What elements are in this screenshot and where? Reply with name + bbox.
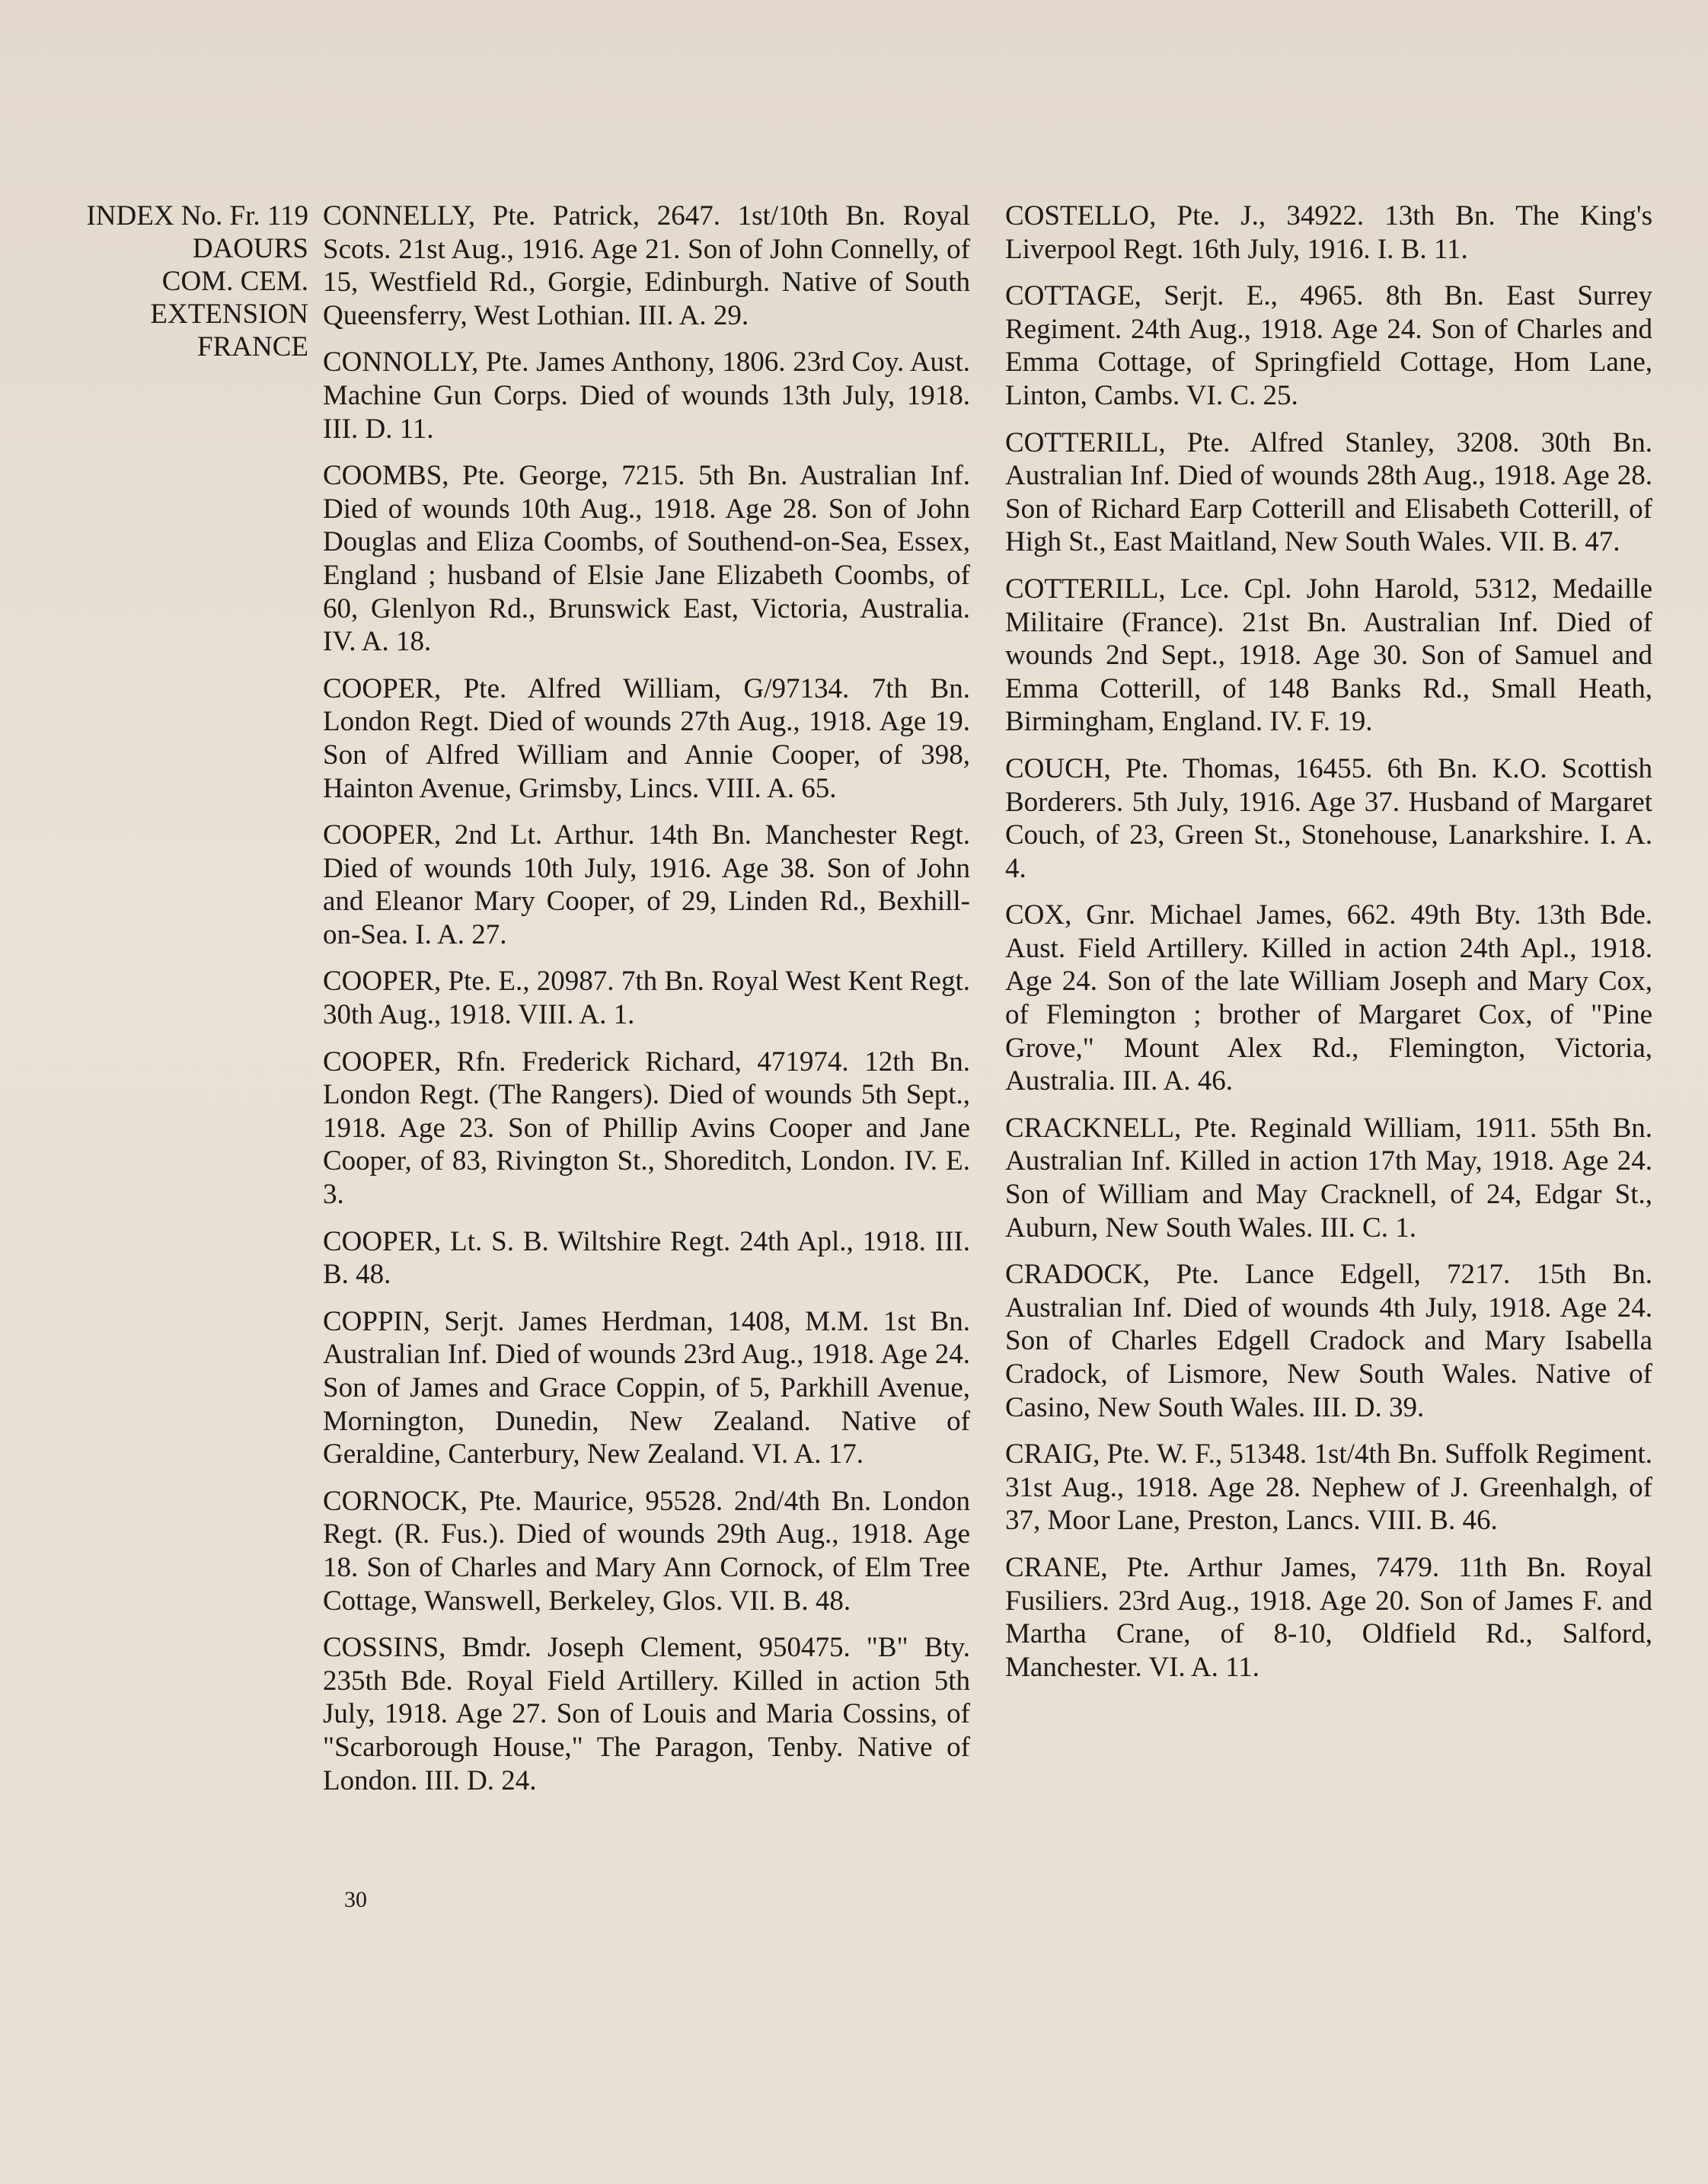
index-line: DAOURS — [192, 233, 308, 264]
casualty-entry: CRAIG, Pte. W. F., 51348. 1st/4th Bn. Suffolk Regiment. 31st Aug., 1918. Age 28. Nephew of J. Greenhalgh, of 37, Moor Lane, Preston, Lancs. VIII. B. 46. — [1005, 1438, 1652, 1537]
casualty-entry: COOPER, Pte. E., 20987. 7th Bn. Royal West Kent Regt. 30th Aug., 1918. VIII. A. 1. — [323, 966, 970, 1031]
left-column — [323, 200, 970, 1811]
index-line: EXTENSION — [150, 299, 308, 330]
casualty-entry: CORNOCK, Pte. Maurice, 95528. 2nd/4th Bn. London Regt. (R. Fus.). Died of wounds 29th Aug., 1918. Age 18. Son of Charles and Mary Ann Cornock, of Elm Tree Cottage, Wanswell, Berkeley, Glos. VII. B. 48. — [323, 1485, 970, 1617]
cemetery-index-label — [30, 200, 308, 363]
casualty-entry: COPPIN, Serjt. James Herdman, 1408, M.M. 1st Bn. Australian Inf. Died of wounds 23rd Aug., 1918. Age 24. Son of James and Grace Coppin, of 5, Parkhill Avenue, Mornington, Dunedin, New Zealand. Native of Geraldine, Canterbury, New Zealand. VI. A. 17. — [323, 1305, 970, 1470]
casualty-entry: CRACKNELL, Pte. Reginald William, 1911. 55th Bn. Australian Inf. Killed in action 17th May, 1918. Age 24. Son of William and May Cracknell, of 24, Edgar St., Auburn, New South Wales. III. C. 1. — [1005, 1112, 1652, 1244]
casualty-entry: COOMBS, Pte. George, 7215. 5th Bn. Australian Inf. Died of wounds 10th Aug., 1918. Age 28. Son of John Douglas and Eliza Coombs, of Southend-on-Sea, Essex, England ; husband of Elsie Jane Elizabeth Coombs, of 60, Glenlyon Rd., Brunswick East, Victoria, Australia. IV. A. 18. — [323, 460, 970, 658]
right-column — [1005, 200, 1652, 1697]
casualty-entry: COTTERILL, Pte. Alfred Stanley, 3208. 30th Bn. Australian Inf. Died of wounds 28th Aug., 1918. Age 28. Son of Richard Earp Cotterill and Elisabeth Cotterill, of High St., East Maitland, New South Wales. VII. B. 47. — [1005, 426, 1652, 558]
casualty-entry: CONNOLLY, Pte. James Anthony, 1806. 23rd Coy. Aust. Machine Gun Corps. Died of wounds 13th July, 1918. III. D. 11. — [323, 346, 970, 445]
casualty-entry: COOPER, Lt. S. B. Wiltshire Regt. 24th Apl., 1918. III. B. 48. — [323, 1225, 970, 1291]
casualty-entry: COUCH, Pte. Thomas, 16455. 6th Bn. K.O. Scottish Borderers. 5th July, 1916. Age 37. Husband of Margaret Couch, of 23, Green St., Stonehouse, Lanarkshire. I. A. 4. — [1005, 752, 1652, 884]
casualty-entry: COOPER, Rfn. Frederick Richard, 471974. 12th Bn. London Regt. (The Rangers). Died of wounds 5th Sept., 1918. Age 23. Son of Phillip Avins Cooper and Jane Cooper, of 83, Rivington St., Shoreditch, London. IV. E. 3. — [323, 1046, 970, 1211]
page-number: 30 — [344, 1887, 367, 1912]
index-line: COM. CEM. — [161, 266, 308, 297]
casualty-entry: COOPER, Pte. Alfred William, G/97134. 7th Bn. London Regt. Died of wounds 27th Aug., 1918. Age 19. Son of Alfred William and Annie Cooper, of 398, Hainton Avenue, Grimsby, Lincs. VIII. A. 65. — [323, 672, 970, 804]
casualty-entry: CRADOCK, Pte. Lance Edgell, 7217. 15th Bn. Australian Inf. Died of wounds 4th July, 1918. Age 24. Son of Charles Edgell Cradock and Mary Isabella Cradock, of Lismore, New South Wales. Native of Casino, New South Wales. III. D. 39. — [1005, 1259, 1652, 1423]
casualty-entry: COSSINS, Bmdr. Joseph Clement, 950475. "B" Bty. 235th Bde. Royal Field Artillery. Killed in action 5th July, 1918. Age 27. Son of Louis and Maria Cossins, of "Scarborough House," The Paragon, Tenby. Native of London. III. D. 24. — [323, 1632, 970, 1796]
casualty-entry: COX, Gnr. Michael James, 662. 49th Bty. 13th Bde. Aust. Field Artillery. Killed in action 24th Apl., 1918. Age 24. Son of the late William Joseph and Mary Cox, of Flemington ; brother of Margaret Cox, of "Pine Grove," Mount Alex Rd., Flemington, Victoria, Australia. III. A. 46. — [1005, 899, 1652, 1097]
casualty-entry: COTTAGE, Serjt. E., 4965. 8th Bn. East Surrey Regiment. 24th Aug., 1918. Age 24. Son of Charles and Emma Cottage, of Springfield Cottage, Hom Lane, Linton, Cambs. VI. C. 25. — [1005, 280, 1652, 411]
casualty-entry: CONNELLY, Pte. Patrick, 2647. 1st/10th Bn. Royal Scots. 21st Aug., 1916. Age 21. Son of John Connelly, of 15, Westfield Rd., Gorgie, Edinburgh. Native of South Queensferry, West Lothian. III. A. 29. — [323, 200, 970, 331]
casualty-entry: CRANE, Pte. Arthur James, 7479. 11th Bn. Royal Fusiliers. 23rd Aug., 1918. Age 20. Son of James F. and Martha Crane, of 8-10, Oldfield Rd., Salford, Manchester. VI. A. 11. — [1005, 1551, 1652, 1683]
index-line: INDEX No. Fr. 119 — [86, 200, 308, 231]
index-line: FRANCE — [197, 331, 308, 362]
casualty-entry: COOPER, 2nd Lt. Arthur. 14th Bn. Manchester Regt. Died of wounds 10th July, 1916. Age 38. Son of John and Eleanor Mary Cooper, of 29, Linden Rd., Bexhill-on-Sea. I. A. 27. — [323, 819, 970, 950]
casualty-entry: COSTELLO, Pte. J., 34922. 13th Bn. The King's Liverpool Regt. 16th July, 1916. I. B. 11. — [1005, 200, 1652, 265]
casualty-entry: COTTERILL, Lce. Cpl. John Harold, 5312, Medaille Militaire (France). 21st Bn. Australian Inf. Died of wounds 2nd Sept., 1918. Age 30. Son of Samuel and Emma Cotterill, of 148 Banks Rd., Small Heath, Birmingham, England. IV. F. 19. — [1005, 573, 1652, 738]
